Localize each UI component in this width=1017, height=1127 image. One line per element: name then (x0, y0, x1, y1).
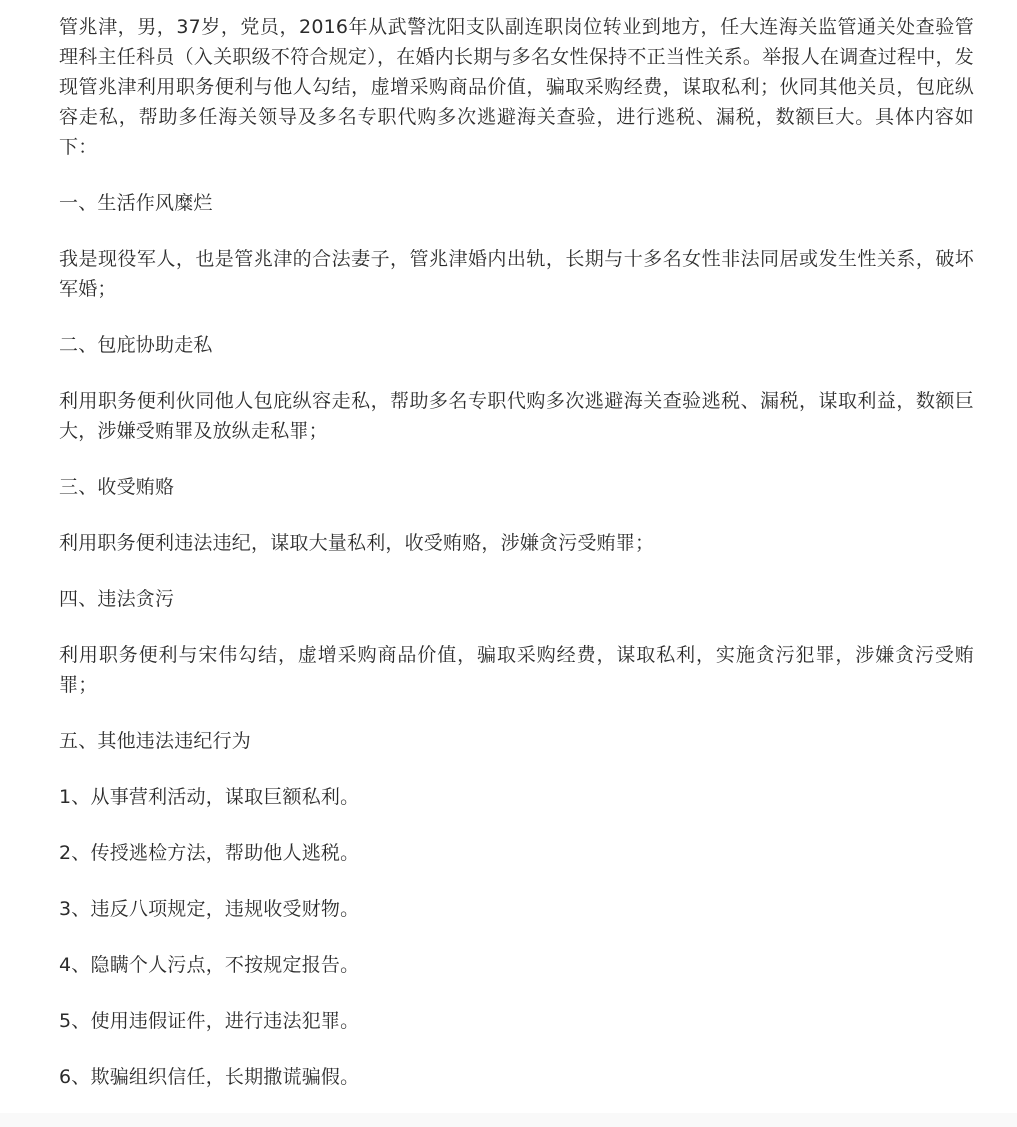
section-heading-4: 四、违法贪污 (59, 588, 175, 610)
section-body-1: 我是现役军人，也是管兆津的合法妻子，管兆津婚内出轨，长期与十多名女性非法同居或发生性关系，破坏军婚； (59, 248, 974, 300)
list-item: 3、违反八项规定，违规收受财物。 (59, 898, 360, 920)
section-heading-3: 三、收受贿赂 (59, 476, 175, 498)
article-body (59, 12, 974, 1092)
list-item: 2、传授逃检方法，帮助他人逃税。 (59, 842, 360, 864)
list-item: 6、欺骗组织信任，长期撒谎骗假。 (59, 1066, 360, 1088)
section-body-4: 利用职务便利与宋伟勾结，虚增采购商品价值，骗取采购经费，谋取私利，实施贪污犯罪，涉嫌贪污受贿罪； (59, 644, 974, 696)
section-body-2: 利用职务便利伙同他人包庇纵容走私，帮助多名专职代购多次逃避海关查验逃税、漏税，谋取利益，数额巨大，涉嫌受贿罪及放纵走私罪； (59, 390, 974, 442)
section-heading-1: 一、生活作风糜烂 (59, 192, 213, 214)
section-heading-2: 二、包庇协助走私 (59, 334, 213, 356)
list-item: 5、使用违假证件，进行违法犯罪。 (59, 1010, 360, 1032)
list-item: 1、从事营利活动，谋取巨额私利。 (59, 786, 360, 808)
bottom-strip (0, 1113, 1017, 1127)
section-heading-5: 五、其他违法违纪行为 (59, 730, 252, 752)
list-item: 4、隐瞒个人污点，不按规定报告。 (59, 954, 360, 976)
section-body-3: 利用职务便利违法违纪，谋取大量私利，收受贿赂，涉嫌贪污受贿罪； (59, 532, 655, 554)
intro-paragraph: 管兆津，男，37岁，党员，2016年从武警沈阳支队副连职岗位转业到地方，任大连海关监管通关处查验管理科主任科员（入关职级不符合规定），在婚内长期与多名女性保持不正当性关系。举报人在调查过程中，发现管兆津利用职务便利与他人勾结，虚增采购商品价值，骗取采购经费，谋取私利；伙同其他关员，包庇纵容走私，帮助多任海关领导及多名专职代购多次逃避海关查验，进行逃税、漏税，数额巨大。具体内容如下： (59, 16, 974, 158)
